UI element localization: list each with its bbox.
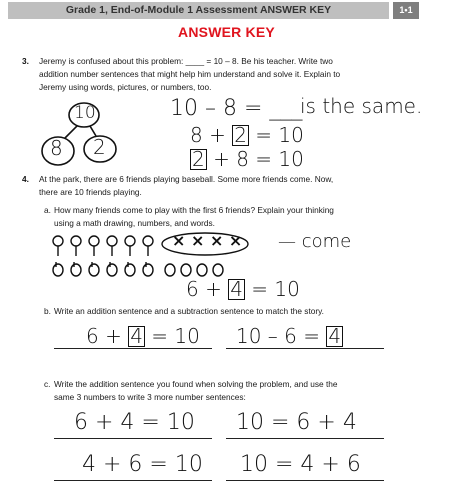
q4b-subtraction-sentence: 10 – 6 = 4 — [236, 324, 342, 348]
q4c-line2: same 3 numbers to write 3 more number sentences: — [54, 392, 246, 402]
friends-x-marks: × × × × — [172, 231, 243, 250]
q3-equation-2: 2 + 8 = 10 — [192, 147, 304, 171]
q4a-label: a. — [44, 205, 51, 215]
q3-eq2-answer-box: 2 — [192, 147, 205, 171]
q3-number: 3. — [22, 56, 29, 66]
module-badge: 1•1 — [393, 2, 419, 19]
q4b-subtraction-box: 4 — [328, 324, 342, 348]
q4a-line2: using a math drawing, numbers, and words. — [54, 218, 215, 228]
q4c-line1: Write the addition sentence you found when solving the problem, and use the — [54, 379, 338, 389]
q3-main-expression: 10 – 8 = ___ — [170, 96, 303, 121]
q4c-equation-1: 6 + 4 = 10 — [74, 410, 195, 435]
q4a-answer-box: 4 — [230, 277, 243, 301]
q3-line1: Jeremy is confused about this problem: ____ = 10 – 8. Be his teacher. Write two — [39, 56, 333, 66]
answer-key-title: ANSWER KEY — [178, 24, 275, 40]
q4c-answer-line-2 — [226, 438, 384, 439]
bond-part-8: 8 — [50, 136, 63, 160]
q4b-answer-line-2 — [226, 348, 384, 349]
q4c-answer-line-3 — [54, 480, 212, 481]
q4c-label: c. — [44, 379, 51, 389]
come-label: — come — [278, 231, 352, 252]
q4c-equation-2: 10 = 6 + 4 — [236, 410, 357, 435]
q4c-answer-line-1 — [54, 438, 212, 439]
header-title: Grade 1, End-of-Module 1 Assessment ANSWER KEY — [65, 4, 332, 16]
q3-line3: Jeremy using words, pictures, or numbers, too. — [39, 82, 212, 92]
header-bar — [8, 2, 389, 19]
q4b-addition-sentence: 6 + 4 = 10 — [86, 324, 200, 348]
bond-part-2: 2 — [93, 135, 106, 159]
q4b-label: b. — [44, 306, 51, 316]
q4-number: 4. — [22, 174, 29, 184]
q4a-equation: 6 + 4 = 10 — [186, 277, 300, 301]
q3-same-note: is the same. — [300, 94, 423, 118]
q4-line2: there are 10 friends playing. — [39, 187, 142, 197]
q3-line2: addition number sentences that might help him understand and solve it. Explain to — [39, 69, 341, 79]
q4b-addition-box: 4 — [130, 324, 143, 348]
bond-whole: 10 — [74, 103, 96, 123]
q4-line1: At the park, there are 6 friends playing baseball. Some more friends come. Now, — [39, 174, 334, 184]
q4b-line: Write an addition sentence and a subtraction sentence to match the story. — [54, 306, 324, 316]
q4c-equation-3: 4 + 6 = 10 — [82, 452, 203, 477]
q4c-answer-line-4 — [226, 480, 384, 481]
q4a-line1: How many friends come to play with the first 6 friends? Explain your thinking — [54, 205, 334, 215]
q4c-equation-4: 10 = 4 + 6 — [240, 452, 361, 477]
q3-equation-1: 8 + 2 = 10 — [190, 123, 304, 147]
q3-eq1-answer-box: 2 — [234, 123, 247, 147]
q4b-answer-line-1 — [54, 348, 212, 349]
